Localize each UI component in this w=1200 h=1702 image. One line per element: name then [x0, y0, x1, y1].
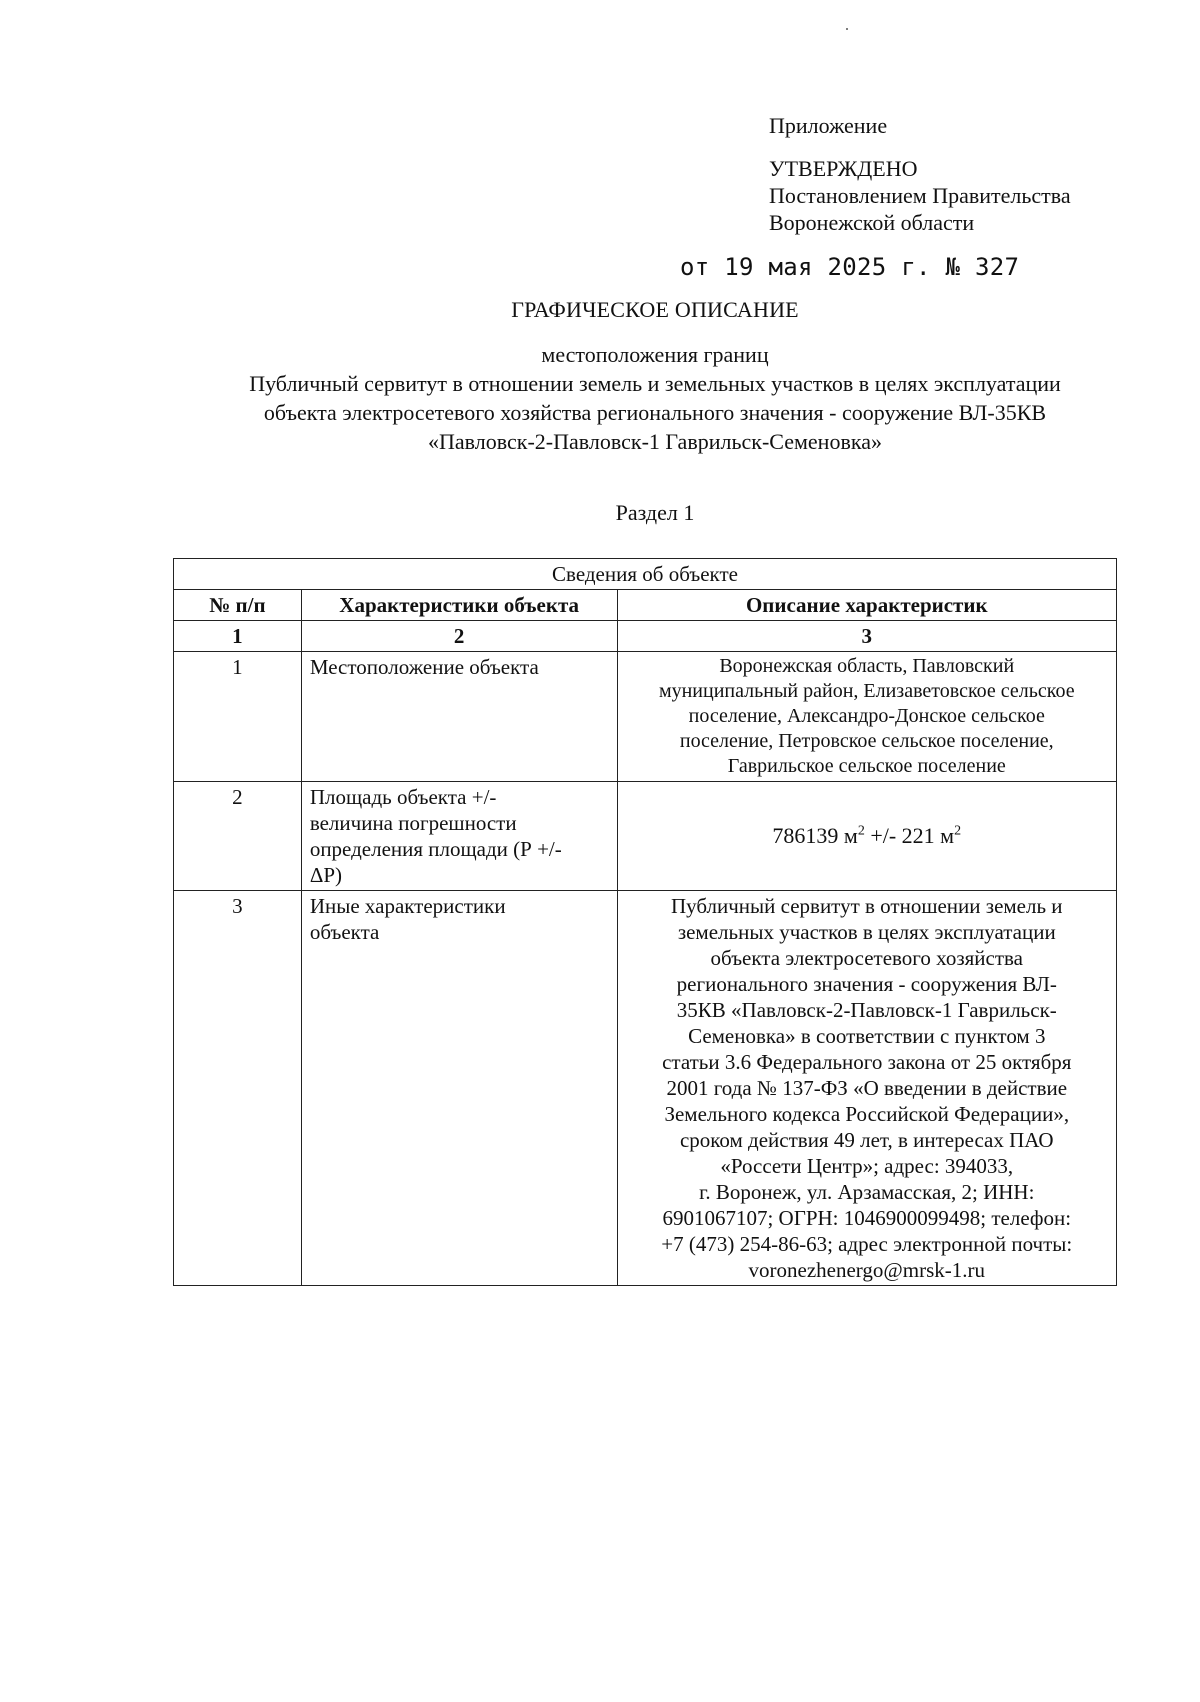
table-header-row: [174, 590, 1117, 621]
appendix-label: Приложение: [769, 113, 888, 138]
description-line: 2001 года № 137-ФЗ «О введении в действие: [666, 1076, 1068, 1100]
description-line: сроком действия 49 лет, в интересах ПАО: [679, 1128, 1054, 1152]
column-number-row: [174, 621, 1117, 652]
column-number: 1: [174, 621, 302, 652]
approved-by-line1: Постановлением Правительства: [769, 183, 1071, 208]
row-description: [617, 891, 1116, 1286]
subtitle-line: Публичный сервитут в отношении земель и земельных участков в целях эксплуатации: [249, 371, 1061, 396]
description-line: Семеновка» в соответствии с пунктом 3: [688, 1024, 1046, 1048]
area-unit-power: 2: [857, 823, 865, 839]
row-characteristic: [301, 782, 617, 891]
header-description: Описание характеристик: [617, 590, 1116, 621]
description-line: поселение, Александро-Донское сельское: [688, 705, 1045, 727]
description-line: муниципальный район, Елизаветовское сельское: [658, 680, 1075, 702]
description-line: voronezhenergo@mrsk-1.ru: [748, 1258, 985, 1282]
row-number: 2: [174, 782, 302, 891]
header-characteristic: Характеристики объекта: [301, 590, 617, 621]
description-line: «Россети Центр»; адрес: 394033,: [720, 1154, 1014, 1178]
decree-date-stamp: от 19 мая 2025 г. № 327: [680, 253, 1020, 281]
description-line: Публичный сервитут в отношении земель и: [670, 894, 1063, 918]
table-caption: Сведения об объекте: [174, 559, 1117, 590]
characteristic-line: Площадь объекта +/-: [309, 785, 497, 809]
characteristic-line: ΔР): [309, 863, 342, 887]
description-line: 6901067107; ОГРН: 1046900099498; телефон:: [662, 1206, 1072, 1230]
description-line: объекта электросетевого хозяйства: [710, 946, 1023, 970]
approval-block: [769, 112, 1071, 236]
description-line: статьи 3.6 Федерального закона от 25 октября: [662, 1050, 1072, 1074]
characteristic-line: объекта: [309, 920, 380, 944]
area-unit-power: 2: [954, 823, 962, 839]
description-line: Воронежская область, Павловский: [719, 655, 1015, 677]
row-characteristic: [301, 891, 617, 1286]
document-title: ГРАФИЧЕСКОЕ ОПИСАНИЕ: [511, 297, 799, 322]
object-info-table: [173, 558, 1117, 1286]
table-caption-row: [174, 559, 1117, 590]
table-row: [174, 652, 1117, 782]
characteristic-line: Иные характеристики: [309, 894, 506, 918]
area-number: 786139 м: [772, 823, 858, 848]
column-number: 3: [617, 621, 1116, 652]
subtitle-line: «Павловск-2-Павловск-1 Гаврильск-Семеновка»: [428, 429, 882, 454]
description-line: 35КВ «Павловск-2-Павловск-1 Гаврильск-: [676, 998, 1057, 1022]
area-value: [617, 782, 1116, 891]
section-label: Раздел 1: [615, 500, 695, 525]
description-line: г. Воронеж, ул. Арзамасская, 2; ИНН:: [699, 1180, 1035, 1204]
approved-by-line2: Воронежской области: [769, 210, 975, 235]
description-line: Земельного кодекса Российской Федерации»,: [664, 1102, 1070, 1126]
document-subtitle: [200, 340, 1110, 456]
header-number: № п/п: [174, 590, 302, 621]
row-number: 1: [174, 652, 302, 782]
area-tolerance: +/- 221 м: [864, 823, 955, 848]
subtitle-line: местоположения границ: [541, 342, 769, 367]
scan-speck: [846, 28, 848, 30]
table-row: [174, 782, 1117, 891]
description-line: +7 (473) 254-86-63; адрес электронной почты:: [661, 1232, 1073, 1256]
characteristic-line: определения площади (Р +/-: [309, 837, 562, 861]
description-line: Гаврильское сельское поселение: [727, 755, 1006, 777]
description-line: земельных участков в целях эксплуатации: [677, 920, 1056, 944]
subtitle-line: объекта электросетевого хозяйства регионального значения - сооружение ВЛ-35КВ: [263, 400, 1047, 425]
approved-label: УТВЕРЖДЕНО: [769, 156, 918, 181]
description-line: регионального значения - сооружения ВЛ-: [676, 972, 1057, 996]
description-line: поселение, Петровское сельское поселение,: [679, 730, 1054, 752]
characteristic-line: величина погрешности: [309, 811, 517, 835]
row-characteristic: Местоположение объекта: [301, 652, 617, 782]
row-description: [617, 652, 1116, 782]
column-number: 2: [301, 621, 617, 652]
row-number: 3: [174, 891, 302, 1286]
table-row: [174, 891, 1117, 1286]
